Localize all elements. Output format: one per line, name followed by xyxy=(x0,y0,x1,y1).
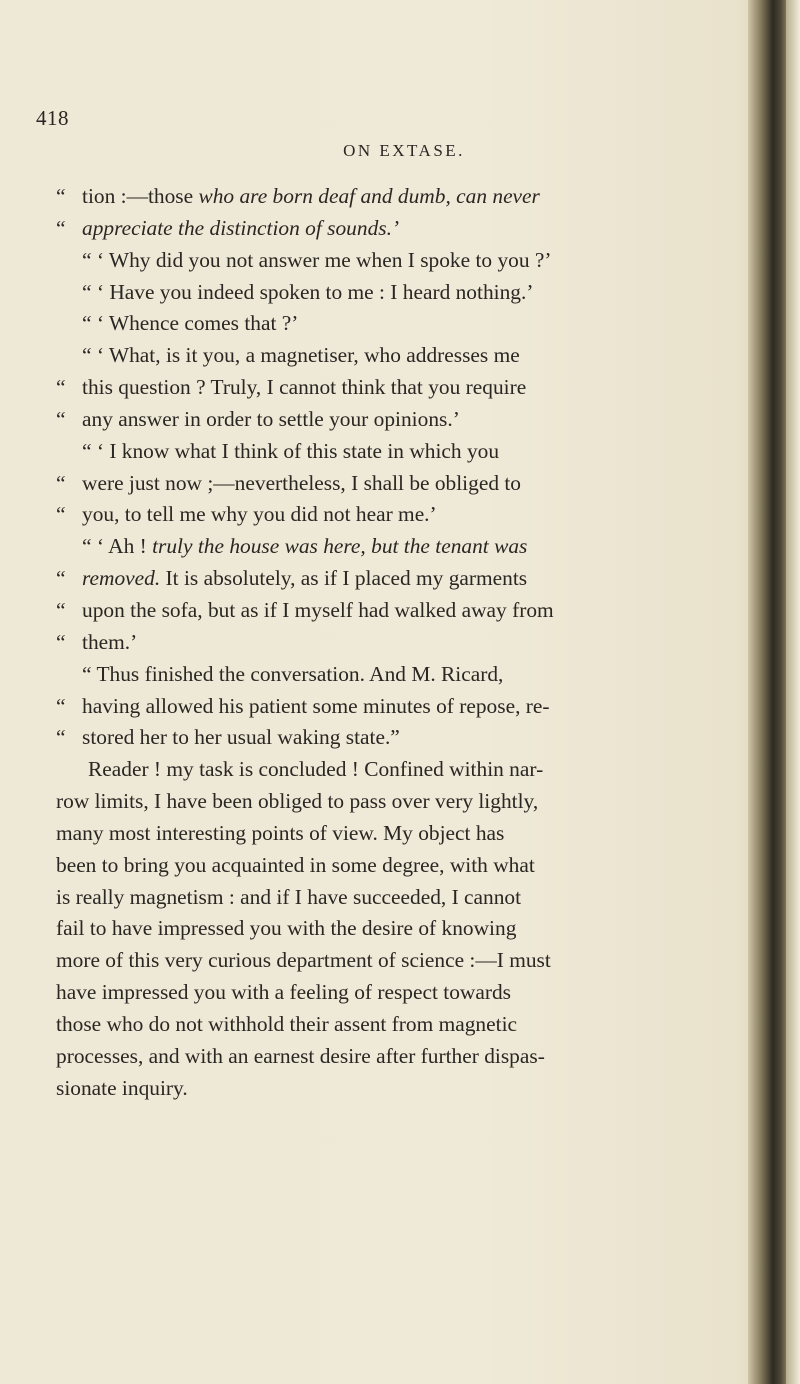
continuation-quote: “ xyxy=(56,566,66,591)
body-text xyxy=(56,181,736,1104)
text-line xyxy=(56,722,736,754)
continuation-quote: “ xyxy=(56,597,66,622)
line-segment: those who do not withhold their assent from magnetic xyxy=(56,1011,518,1036)
italic-segment: truly the house was here, but the tenant was xyxy=(152,534,528,559)
text-line xyxy=(56,277,736,309)
page-edge xyxy=(786,0,800,1384)
line-segment: been to bring you acquainted in some degree, with what xyxy=(56,852,535,877)
italic-segment: removed. xyxy=(82,566,161,591)
text-line xyxy=(56,913,736,945)
text-line xyxy=(56,627,736,659)
text-line xyxy=(56,372,736,404)
line-segment: upon the sofa, but as if I myself had walked away from xyxy=(82,597,554,622)
text-line xyxy=(56,945,736,977)
line-segment: “ ‘ Whence comes that ?’ xyxy=(82,311,299,336)
text-line xyxy=(56,691,736,723)
line-segment: stored her to her usual waking state.” xyxy=(82,725,400,750)
line-segment: “ ‘ Ah ! xyxy=(82,534,153,559)
line-segment: many most interesting points of view. My object has xyxy=(56,820,505,845)
line-segment: you, to tell me why you did not hear me.’ xyxy=(82,502,437,527)
text-line xyxy=(56,563,736,595)
italic-segment: who are born deaf and dumb, can never xyxy=(198,184,540,208)
text-line xyxy=(56,245,736,277)
text-line xyxy=(56,850,736,882)
line-segment: Reader ! my task is concluded ! Confined within nar- xyxy=(88,757,544,782)
line-segment: is really magnetism : and if I have succeeded, I cannot xyxy=(56,884,522,909)
line-segment: any answer in order to settle your opinions.’ xyxy=(82,406,460,431)
line-segment: row limits, I have been obliged to pass over very lightly, xyxy=(56,789,539,814)
text-line xyxy=(56,468,736,500)
line-segment: fail to have impressed you with the desire of knowing xyxy=(56,916,517,941)
line-segment: them.’ xyxy=(82,629,138,654)
line-segment: were just now ;—nevertheless, I shall be obliged to xyxy=(82,470,521,495)
line-segment: “ Thus finished the conversation. And M. Ricard, xyxy=(82,661,504,686)
line-segment: tion :—those xyxy=(82,184,199,208)
continuation-quote: “ xyxy=(56,184,66,208)
line-segment: having allowed his patient some minutes of repose, re- xyxy=(82,693,550,718)
continuation-quote: “ xyxy=(56,470,66,495)
text-line xyxy=(56,977,736,1009)
line-segment: have impressed you with a feeling of respect towards xyxy=(56,980,512,1005)
text-line xyxy=(56,595,736,627)
text-line xyxy=(56,181,736,213)
running-head-text: ON EXTASE. xyxy=(343,141,465,160)
text-line xyxy=(56,499,736,531)
continuation-quote: “ xyxy=(56,725,66,750)
line-segment: this question ? Truly, I cannot think that you require xyxy=(82,375,527,400)
text-line xyxy=(56,659,736,691)
text-line xyxy=(56,1041,736,1073)
text-line xyxy=(56,786,736,818)
line-segment: “ ‘ I know what I think of this state in which you xyxy=(82,438,500,463)
continuation-quote: “ xyxy=(56,406,66,431)
italic-segment: appreciate the distinction of sounds.’ xyxy=(82,215,400,240)
continuation-quote: “ xyxy=(56,215,66,240)
continuation-quote: “ xyxy=(56,693,66,718)
text-line xyxy=(56,1073,736,1105)
page-number: 418 xyxy=(36,106,69,130)
line-segment: It is absolutely, as if I placed my garments xyxy=(160,566,528,591)
text-line xyxy=(56,436,736,468)
text-line xyxy=(56,754,736,786)
text-line xyxy=(56,1009,736,1041)
text-line xyxy=(56,882,736,914)
text-line xyxy=(56,531,736,563)
continuation-quote: “ xyxy=(56,629,66,654)
text-line xyxy=(56,308,736,340)
line-segment: sionate inquiry. xyxy=(56,1075,188,1100)
running-head xyxy=(0,141,800,161)
line-segment: “ ‘ Why did you not answer me when I spoke to you ?’ xyxy=(82,247,552,272)
text-line xyxy=(56,213,736,245)
text-line xyxy=(56,340,736,372)
line-segment: “ ‘ Have you indeed spoken to me : I heard nothing.’ xyxy=(82,279,534,304)
continuation-quote: “ xyxy=(56,502,66,527)
line-segment: processes, and with an earnest desire after further dispas- xyxy=(56,1043,545,1068)
text-line xyxy=(56,818,736,850)
line-segment: more of this very curious department of science :—I must xyxy=(56,948,551,973)
continuation-quote: “ xyxy=(56,375,66,400)
line-segment: “ ‘ What, is it you, a magnetiser, who addresses me xyxy=(82,343,520,368)
text-line xyxy=(56,404,736,436)
